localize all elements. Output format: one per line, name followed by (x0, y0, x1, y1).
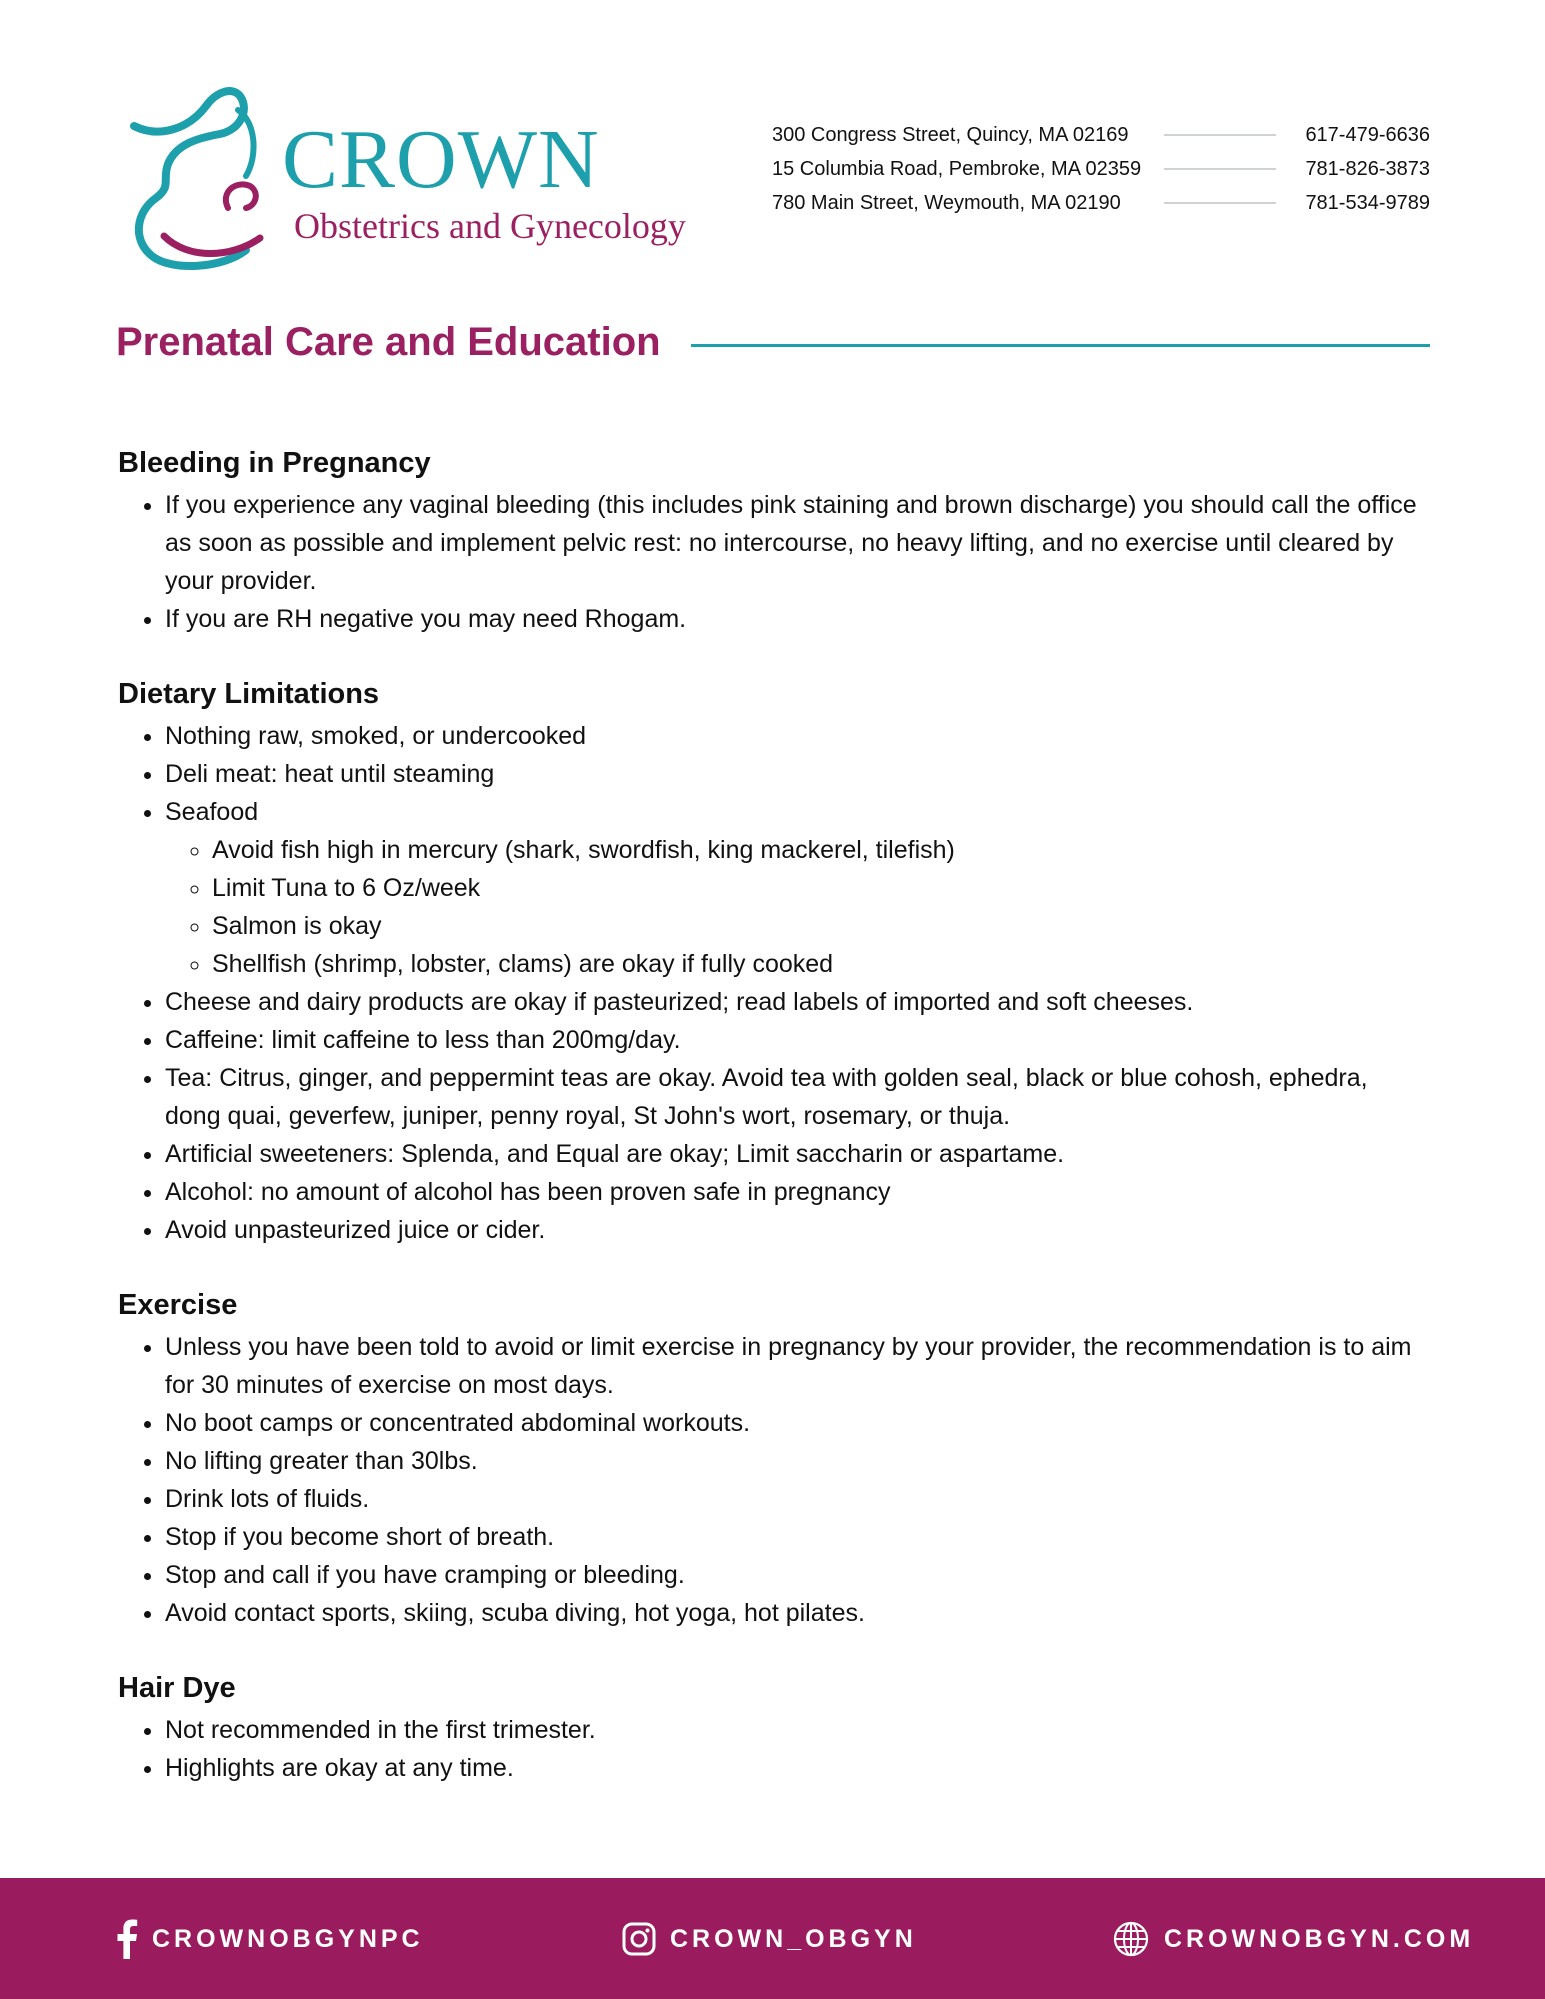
location-address: 300 Congress Street, Quincy, MA 02169 (772, 123, 1129, 146)
divider (1164, 134, 1276, 136)
section-heading: Exercise (118, 1289, 238, 1321)
sub-bullet-list (165, 831, 1418, 983)
section-bleeding (118, 444, 1418, 638)
mother-baby-logo-icon (128, 82, 278, 272)
list-item: • Avoid unpasteurized juice or cider. (165, 1211, 1418, 1249)
list-item: • Caffeine: limit caffeine to less than 200mg/day. (165, 1021, 1418, 1059)
location-row (772, 152, 1430, 186)
list-item: • Tea: Citrus, ginger, and peppermint teas are okay. Avoid tea with golden seal, black or blue cohosh, ephedra, dong quai, geverfew, juniper, penny royal, St John's wort, rosemary, or thuja. (165, 1059, 1418, 1135)
list-item: • No boot camps or concentrated abdominal workouts. (165, 1404, 1418, 1442)
list-item: • Stop if you become short of breath. (165, 1518, 1418, 1556)
list-item-label: Seafood (165, 798, 259, 826)
list-item: • Artificial sweeteners: Splenda, and Equal are okay; Limit saccharin or aspartame. (165, 1135, 1418, 1173)
facebook-icon (116, 1919, 138, 1959)
sub-list-item: ◦ Limit Tuna to 6 Oz/week (212, 869, 1418, 907)
list-item: • Stop and call if you have cramping or bleeding. (165, 1556, 1418, 1594)
location-phone[interactable]: 617-479-6636 (1305, 123, 1430, 146)
section-dietary (118, 675, 1418, 1249)
list-item: • Avoid contact sports, skiing, scuba diving, hot yoga, hot pilates. (165, 1594, 1418, 1632)
instagram-link[interactable] (622, 1918, 917, 1960)
divider (1164, 168, 1276, 170)
list-item: • No lifting greater than 30lbs. (165, 1442, 1418, 1480)
location-row (772, 186, 1430, 220)
instagram-icon (622, 1922, 656, 1956)
location-phone[interactable]: 781-826-3873 (1305, 157, 1430, 180)
section-hair-dye (118, 1669, 1418, 1787)
logo-name: CROWN (282, 113, 600, 206)
globe-icon (1112, 1920, 1150, 1958)
divider (1164, 202, 1276, 204)
bullet-list (118, 1711, 1418, 1787)
website-url: CROWNOBGYN.COM (1164, 1924, 1475, 1953)
section-heading: Dietary Limitations (118, 678, 380, 710)
location-address: 780 Main Street, Weymouth, MA 02190 (772, 191, 1121, 214)
location-phone[interactable]: 781-534-9789 (1305, 191, 1430, 214)
list-item: • If you experience any vaginal bleeding (this includes pink staining and brown discharge) you should call the office as soon as possible and implement pelvic rest: no intercourse, no heavy lifting, and no exercise until cleared by your provider. (165, 486, 1418, 600)
logo-subtitle: Obstetrics and Gynecology (294, 206, 686, 246)
list-item: • Deli meat: heat until steaming (165, 755, 1418, 793)
list-item: • Not recommended in the first trimester. (165, 1711, 1418, 1749)
bullet-list (118, 1328, 1418, 1632)
list-item: • Cheese and dairy products are okay if pasteurized; read labels of imported and soft cheeses. (165, 983, 1418, 1021)
list-item: • If you are RH negative you may need Rhogam. (165, 600, 1418, 638)
location-address: 15 Columbia Road, Pembroke, MA 02359 (772, 157, 1142, 180)
section-exercise (118, 1286, 1418, 1632)
list-item: • Drink lots of fluids. (165, 1480, 1418, 1518)
facebook-link[interactable] (116, 1918, 424, 1960)
list-item: • Highlights are okay at any time. (165, 1749, 1418, 1787)
locations-list (772, 118, 1430, 220)
page-title: Prenatal Care and Education (116, 320, 661, 364)
facebook-handle: CROWNOBGYNPC (152, 1924, 424, 1953)
bullet-list (118, 486, 1418, 638)
logo (128, 82, 686, 272)
content (118, 444, 1418, 1824)
sub-list-item: ◦ Salmon is okay (212, 907, 1418, 945)
sub-list-item: ◦ Shellfish (shrimp, lobster, clams) are okay if fully cooked (212, 945, 1418, 983)
title-rule (691, 344, 1430, 347)
instagram-handle: CROWN_OBGYN (670, 1924, 917, 1953)
list-item-seafood (165, 793, 1418, 983)
title-row (116, 320, 1430, 365)
website-link[interactable] (1112, 1918, 1474, 1960)
list-item: • Unless you have been told to avoid or limit exercise in pregnancy by your provider, the recommendation is to aim for 30 minutes of exercise on most days. (165, 1328, 1418, 1404)
bullet-list (118, 717, 1418, 1249)
sub-list-item: ◦ Avoid fish high in mercury (shark, swordfish, king mackerel, tilefish) (212, 831, 1418, 869)
section-heading: Hair Dye (118, 1672, 236, 1704)
list-item: • Nothing raw, smoked, or undercooked (165, 717, 1418, 755)
list-item: • Alcohol: no amount of alcohol has been proven safe in pregnancy (165, 1173, 1418, 1211)
location-row (772, 118, 1430, 152)
footer (0, 1878, 1545, 1999)
section-heading: Bleeding in Pregnancy (118, 447, 431, 479)
